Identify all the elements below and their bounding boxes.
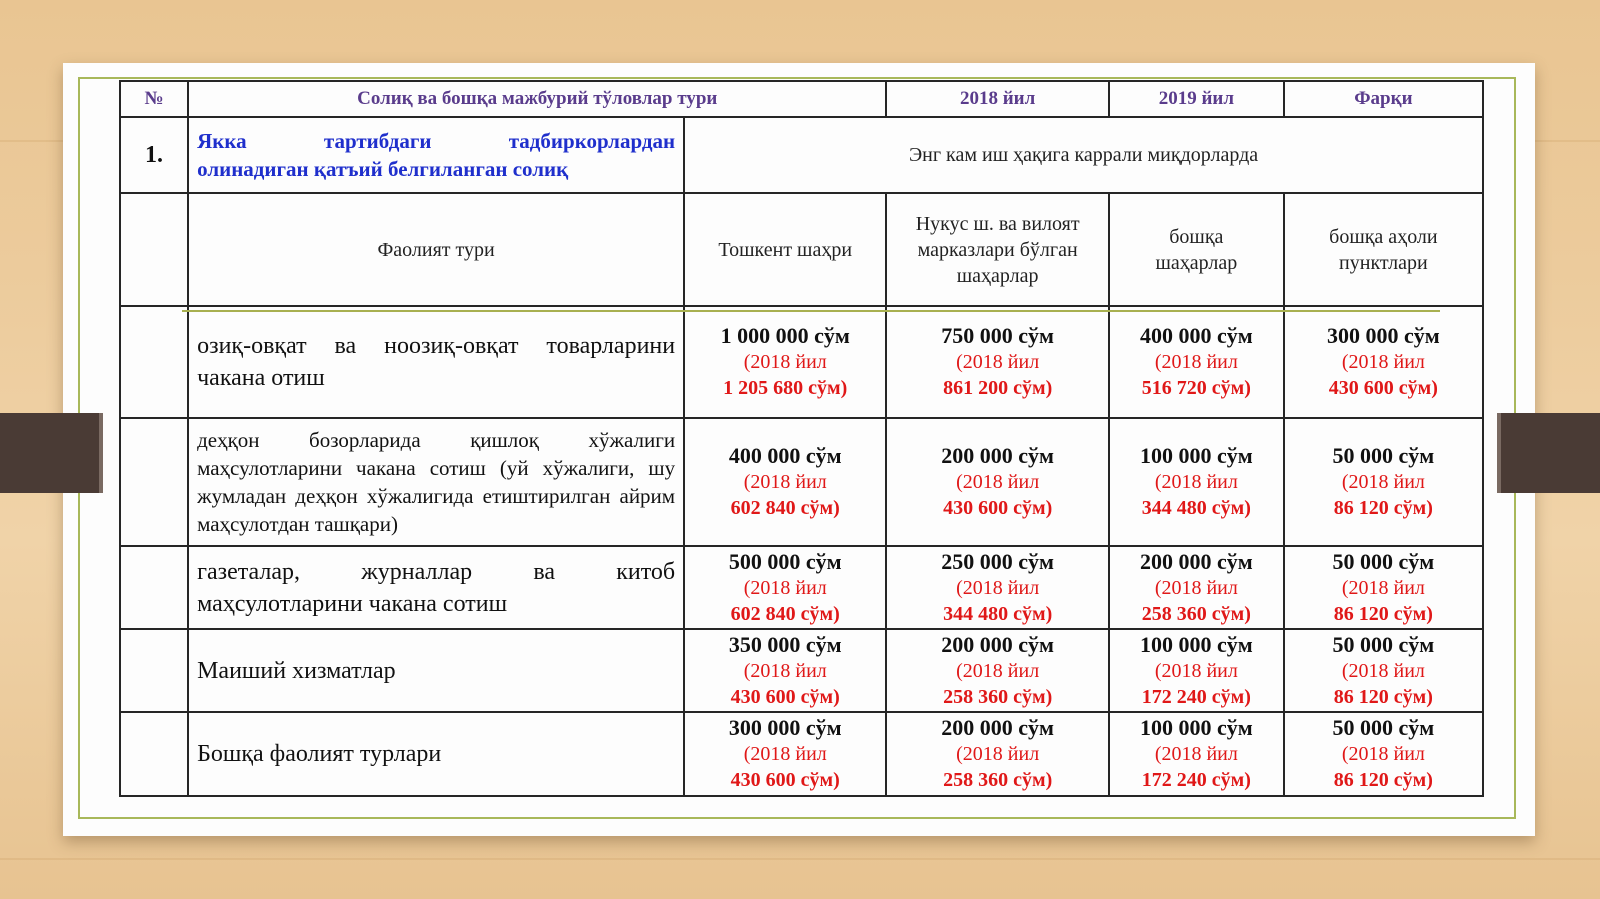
value-note: (2018 йил bbox=[743, 743, 827, 765]
separator-line bbox=[182, 310, 1440, 312]
subheader-other-settlements: бошқа аҳоли пунктлари bbox=[1284, 193, 1483, 306]
value-prev: 86 120 сўм) bbox=[1333, 497, 1433, 519]
value-amount: 50 000 сўм bbox=[1332, 715, 1435, 740]
section-title-line2: олинадиган қатъий белгиланган солиқ bbox=[197, 157, 569, 181]
section-title bbox=[188, 117, 684, 193]
subheader-row bbox=[120, 193, 1483, 306]
value-amount: 250 000 сўм bbox=[941, 548, 1055, 574]
activity-label: деҳқон бозорларида қишлоқ хўжалиги маҳсулотларини чакана сотиш (уй хўжалиги, шу жумладан деҳқон хўжалигида етиштирилган айрим маҳсулотдан ташқари) bbox=[188, 418, 684, 546]
value-cell bbox=[684, 629, 886, 712]
value-cell bbox=[684, 712, 886, 796]
empty-cell bbox=[120, 629, 188, 712]
value-cell bbox=[1284, 712, 1483, 796]
value-cell bbox=[1109, 712, 1284, 796]
value-cell bbox=[1109, 546, 1284, 629]
value-prev: 602 840 сўм) bbox=[730, 602, 840, 625]
value-note: (2018 йил bbox=[956, 576, 1040, 599]
value-prev: 258 360 сўм) bbox=[1141, 602, 1251, 625]
empty-cell bbox=[120, 712, 188, 796]
value-prev: 86 120 сўм) bbox=[1333, 685, 1433, 708]
value-amount: 100 000 сўм bbox=[1139, 443, 1253, 468]
value-prev: 602 840 сўм) bbox=[730, 497, 840, 519]
value-prev: 344 480 сўм) bbox=[943, 602, 1053, 625]
table-header-row bbox=[120, 81, 1483, 117]
value-cell bbox=[1284, 418, 1483, 546]
subheader-activity: Фаолият тури bbox=[188, 193, 684, 306]
section-title-line1: Якка тартибдаги тадбиркорлардан bbox=[197, 129, 676, 153]
value-note: (2018 йил bbox=[1154, 576, 1238, 599]
value-prev: 86 120 сўм) bbox=[1333, 602, 1433, 625]
value-amount: 50 000 сўм bbox=[1332, 631, 1435, 657]
value-note: (2018 йил bbox=[1341, 351, 1425, 373]
value-prev: 516 720 сўм) bbox=[1141, 377, 1251, 399]
value-note: (2018 йил bbox=[956, 351, 1040, 373]
value-note: (2018 йил bbox=[1154, 351, 1238, 373]
value-note: (2018 йил bbox=[1154, 743, 1238, 765]
value-prev: 344 480 сўм) bbox=[1141, 497, 1251, 519]
value-prev: 258 360 сўм) bbox=[943, 769, 1053, 791]
value-prev: 172 240 сўм) bbox=[1141, 685, 1251, 708]
table-row bbox=[120, 546, 1483, 629]
value-cell bbox=[684, 306, 886, 418]
tax-table bbox=[119, 80, 1484, 797]
value-cell bbox=[886, 712, 1109, 796]
header-diff: Фарқи bbox=[1284, 81, 1483, 117]
empty-cell bbox=[120, 546, 188, 629]
value-note: (2018 йил bbox=[956, 471, 1040, 493]
value-amount: 300 000 сўм bbox=[1327, 323, 1440, 348]
value-prev: 430 600 сўм) bbox=[730, 769, 840, 791]
value-amount: 200 000 сўм bbox=[941, 443, 1055, 468]
subheader-other-cities: бошқа шаҳарлар bbox=[1109, 193, 1284, 306]
value-note: (2018 йил bbox=[1341, 743, 1425, 765]
value-cell bbox=[1109, 418, 1284, 546]
value-cell bbox=[684, 418, 886, 546]
value-prev: 430 600 сўм) bbox=[1328, 377, 1438, 399]
value-note: (2018 йил bbox=[1341, 659, 1425, 682]
value-cell bbox=[1109, 306, 1284, 418]
value-amount: 400 000 сўм bbox=[1139, 323, 1253, 348]
subheader-regional-centers: Нукус ш. ва вилоят марказлари бўлган шаҳарлар bbox=[886, 193, 1109, 306]
value-note: (2018 йил bbox=[743, 576, 827, 599]
table-row bbox=[120, 629, 1483, 712]
value-amount: 50 000 сўм bbox=[1332, 443, 1435, 468]
value-amount: 400 000 сўм bbox=[728, 443, 842, 468]
activity-label: озиқ-овқат ва ноозиқ-овқат товарларини чакана отиш bbox=[188, 306, 684, 418]
value-prev: 172 240 сўм) bbox=[1141, 769, 1251, 791]
value-amount: 200 000 сўм bbox=[941, 631, 1055, 657]
value-note: (2018 йил bbox=[743, 351, 827, 373]
right-binder-tab bbox=[1497, 413, 1600, 493]
value-amount: 100 000 сўм bbox=[1139, 631, 1253, 657]
value-prev: 86 120 сўм) bbox=[1333, 769, 1433, 791]
value-note: (2018 йил bbox=[956, 659, 1040, 682]
value-cell bbox=[1284, 306, 1483, 418]
value-amount: 300 000 сўм bbox=[728, 715, 842, 740]
value-note: (2018 йил bbox=[956, 743, 1040, 765]
value-amount: 200 000 сўм bbox=[941, 715, 1055, 740]
value-note: (2018 йил bbox=[1154, 659, 1238, 682]
value-cell bbox=[886, 306, 1109, 418]
value-cell bbox=[886, 629, 1109, 712]
section-row bbox=[120, 117, 1483, 193]
empty-cell bbox=[120, 193, 188, 306]
header-num: № bbox=[120, 81, 188, 117]
activity-label: Бошқа фаолият турлари bbox=[188, 712, 684, 796]
empty-cell bbox=[120, 418, 188, 546]
value-amount: 500 000 сўм bbox=[728, 548, 842, 574]
value-note: (2018 йил bbox=[743, 471, 827, 493]
wood-grain bbox=[0, 858, 1600, 860]
activity-label: Маиший хизматлар bbox=[188, 629, 684, 712]
value-amount: 350 000 сўм bbox=[728, 631, 842, 657]
value-amount: 200 000 сўм bbox=[1139, 548, 1253, 574]
table-row bbox=[120, 712, 1483, 796]
table-row bbox=[120, 306, 1483, 418]
empty-cell bbox=[120, 306, 188, 418]
value-cell bbox=[886, 418, 1109, 546]
header-2018: 2018 йил bbox=[886, 81, 1109, 117]
value-note: (2018 йил bbox=[1154, 471, 1238, 493]
left-binder-tab bbox=[0, 413, 103, 493]
value-prev: 258 360 сўм) bbox=[943, 685, 1053, 708]
value-prev: 861 200 сўм) bbox=[943, 377, 1053, 399]
subheader-tashkent: Тошкент шаҳри bbox=[684, 193, 886, 306]
value-cell bbox=[1284, 546, 1483, 629]
value-cell bbox=[1109, 629, 1284, 712]
value-amount: 50 000 сўм bbox=[1332, 548, 1435, 574]
header-2019: 2019 йил bbox=[1109, 81, 1284, 117]
value-note: (2018 йил bbox=[1341, 576, 1425, 599]
section-note: Энг кам иш ҳақига каррали миқдорларда bbox=[684, 117, 1483, 193]
table-row bbox=[120, 418, 1483, 546]
value-prev: 1 205 680 сўм) bbox=[723, 377, 848, 399]
value-note: (2018 йил bbox=[743, 659, 827, 682]
value-amount: 100 000 сўм bbox=[1139, 715, 1253, 740]
header-type: Солиқ ва бошқа мажбурий тўловлар тури bbox=[188, 81, 886, 117]
value-prev: 430 600 сўм) bbox=[943, 497, 1053, 519]
activity-label: газеталар, журналлар ва китоб маҳсулотларини чакана сотиш bbox=[188, 546, 684, 629]
value-cell bbox=[1284, 629, 1483, 712]
value-prev: 430 600 сўм) bbox=[730, 685, 840, 708]
section-number: 1. bbox=[120, 117, 188, 193]
value-cell bbox=[886, 546, 1109, 629]
value-cell bbox=[684, 546, 886, 629]
value-note: (2018 йил bbox=[1341, 471, 1425, 493]
value-amount: 750 000 сўм bbox=[941, 323, 1055, 348]
value-amount: 1 000 000 сўм bbox=[720, 323, 850, 348]
